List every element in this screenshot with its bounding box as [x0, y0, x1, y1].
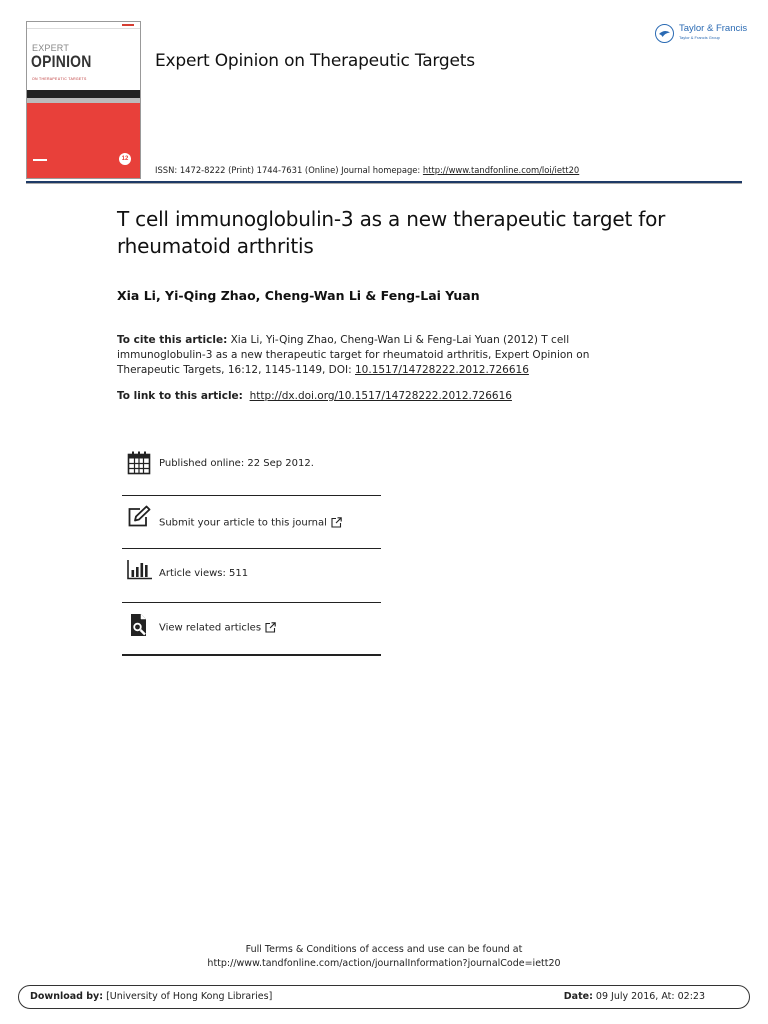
submit-article-label: Submit your article to this journal: [159, 517, 327, 529]
info-row-submit[interactable]: [122, 496, 381, 549]
journal-homepage-link[interactable]: http://www.tandfonline.com/loi/iett20: [422, 165, 580, 175]
journal-cover-image: [26, 21, 141, 179]
related-articles-label: View related articles: [159, 622, 262, 634]
download-date: [564, 991, 705, 1002]
info-row-related[interactable]: [122, 603, 381, 656]
header-divider-shadow: [26, 183, 742, 184]
link-label: To link to this article:: [117, 390, 243, 402]
publisher-logo[interactable]: [655, 22, 748, 48]
external-link-icon: [331, 517, 342, 528]
cite-label: To cite this article:: [117, 334, 228, 346]
citation-block: [117, 333, 647, 378]
cover-volume-badge: 12: [119, 153, 131, 165]
related-search-icon: [127, 613, 151, 637]
info-row-published: [122, 440, 381, 496]
terms-line-1: Full Terms & Conditions of access and use can be found at: [245, 944, 523, 955]
download-info-bar: [18, 985, 750, 1009]
issn-text: ISSN: 1472-8222 (Print) 1744-7631 (Online) Journal homepage:: [155, 165, 423, 175]
cite-text: Xia Li, Yi-Qing Zhao, Cheng-Wan Li & Feng-Lai Yuan (2012) T cell immunoglobulin-3 as a new therapeutic target for rheumatoid arthritis, Expert Opinion on Therapeutic Targets, 16:12, 1145-1149, DOI:: [117, 334, 590, 376]
cover-word-expert: EXPERT: [32, 43, 70, 53]
terms-url-link[interactable]: http://www.tandfonline.com/action/journalInformation?journalCode=iett20: [207, 958, 561, 969]
info-row-views: [122, 549, 381, 603]
cover-dark-band: [27, 90, 140, 98]
cover-subtitle: ON THERAPEUTIC TARGETS: [32, 77, 87, 81]
article-link-block: [117, 389, 677, 404]
publisher-name: Taylor & Francis: [679, 23, 748, 34]
download-by-label: Download by:: [30, 991, 104, 1002]
download-date-value: 09 July 2016, At: 02:23: [592, 991, 705, 1002]
submit-article-link[interactable]: [159, 517, 342, 529]
publisher-logo-icon: [655, 24, 674, 43]
bar-chart-icon: [127, 558, 151, 582]
cover-publisher-mark: [33, 159, 47, 161]
edit-pencil-icon: [127, 505, 151, 529]
publisher-group: Taylor & Francis Group: [679, 35, 720, 40]
cover-red-panel: [27, 103, 140, 178]
download-by: [30, 991, 272, 1002]
related-articles-link[interactable]: [159, 622, 276, 634]
article-authors: Xia Li, Yi-Qing Zhao, Cheng-Wan Li & Feng-Lai Yuan: [117, 288, 480, 303]
cover-top-mark: [122, 24, 134, 26]
terms-notice: [0, 943, 768, 971]
published-date-text: Published online: 22 Sep 2012.: [159, 458, 314, 469]
article-title: T cell immunoglobulin-3 as a new therapeutic target for rheumatoid arthritis: [117, 207, 666, 258]
external-link-icon: [265, 622, 276, 633]
cover-word-opinion: OPINION: [31, 52, 92, 71]
doi-link[interactable]: 10.1517/14728222.2012.726616: [355, 364, 529, 376]
download-date-label: Date:: [563, 991, 593, 1002]
article-views-text: Article views: 511: [159, 568, 249, 579]
calendar-icon: [127, 451, 151, 475]
download-by-value: [University of Hong Kong Libraries]: [103, 991, 273, 1002]
article-info-list: [122, 440, 381, 656]
article-url-link[interactable]: http://dx.doi.org/10.1517/14728222.2012.726616: [249, 390, 512, 402]
issn-line: [155, 165, 579, 175]
journal-title[interactable]: Expert Opinion on Therapeutic Targets: [155, 51, 475, 71]
